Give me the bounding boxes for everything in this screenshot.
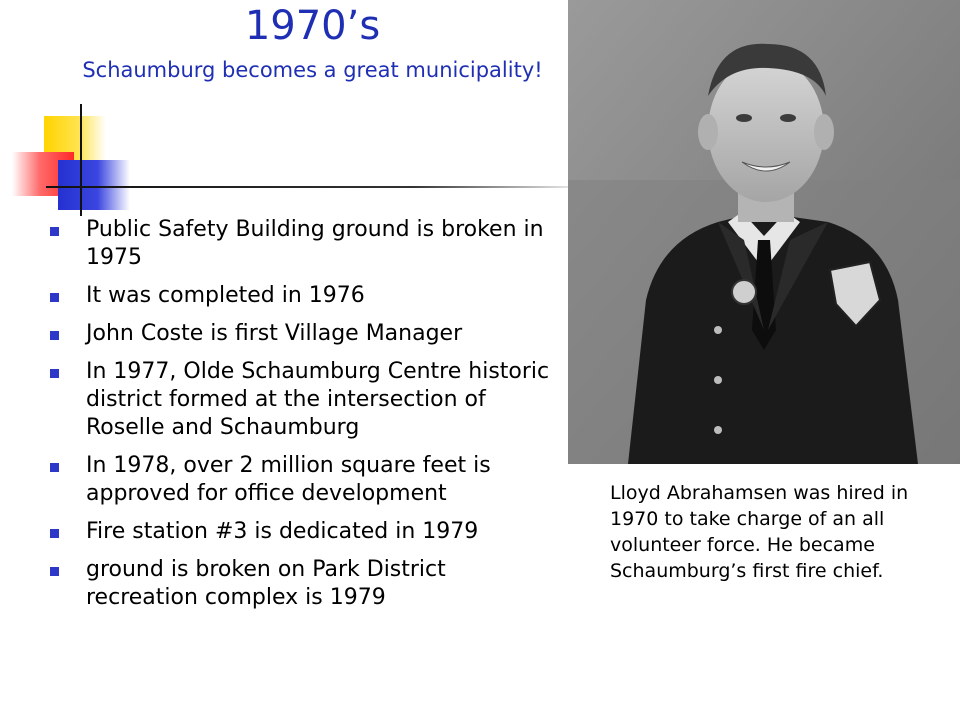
- bullet-square-icon: [50, 293, 59, 302]
- bullet-square-icon: [50, 529, 59, 538]
- decorative-blue-block: [58, 160, 130, 210]
- portrait-image: [568, 0, 960, 464]
- title-divider-line: [46, 186, 570, 188]
- list-item: [50, 320, 562, 348]
- bullet-square-icon: [50, 227, 59, 236]
- bullet-text: Public Safety Building ground is broken in 1975: [86, 217, 544, 270]
- bullet-square-icon: [50, 463, 59, 472]
- list-item: [50, 216, 562, 272]
- decorative-vertical-line: [80, 104, 82, 216]
- bullet-list: [50, 216, 562, 622]
- slide-title: 1970’s: [244, 3, 381, 49]
- bullet-square-icon: [50, 369, 59, 378]
- bullet-text: In 1978, over 2 million square feet is approved for office development: [86, 453, 491, 506]
- list-item: [50, 518, 562, 546]
- bullet-text: In 1977, Olde Schaumburg Centre historic district formed at the intersection of Roselle and Schaumburg: [86, 359, 550, 440]
- bullet-text: John Coste is first Village Manager: [86, 321, 463, 346]
- bullet-text: ground is broken on Park District recreation complex is 1979: [86, 557, 446, 610]
- list-item: [50, 452, 562, 508]
- list-item: [50, 282, 562, 310]
- bullet-square-icon: [50, 331, 59, 340]
- slide-subtitle: Schaumburg becomes a great municipality!: [82, 58, 543, 82]
- list-item: [50, 556, 562, 612]
- photo-caption: Lloyd Abrahamsen was hired in 1970 to take charge of an all volunteer force. He became Schaumburg’s first fire chief.: [610, 482, 909, 582]
- bullet-square-icon: [50, 567, 59, 576]
- bullet-text: Fire station #3 is dedicated in 1979: [86, 519, 479, 544]
- bullet-text: It was completed in 1976: [86, 283, 365, 308]
- list-item: [50, 358, 562, 442]
- fire-chief-photo: [568, 0, 960, 464]
